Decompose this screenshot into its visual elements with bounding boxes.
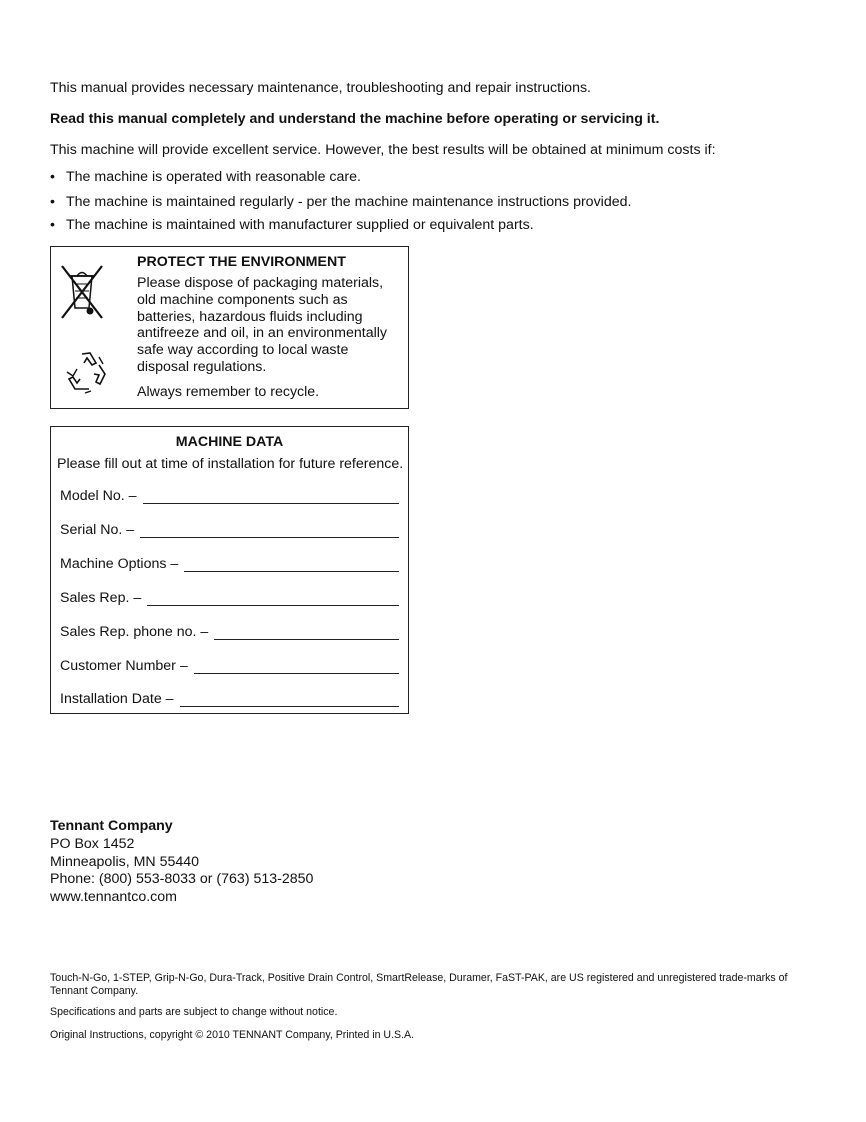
serial-no-field (60, 520, 399, 538)
field-label: Sales Rep. – (60, 590, 142, 606)
bullet-dot: • (50, 194, 55, 210)
company-phone: Phone: (800) 553-8033 or (763) 513-2850 (50, 871, 314, 888)
fill-in-line[interactable] (147, 595, 399, 606)
protect-environment-box (50, 246, 409, 409)
environment-body: Please dispose of packaging materials, old machine components such as batteries, hazardous fluids including antifreeze and oil, in an environmentally safe way according to local waste disposal regulations. (137, 275, 388, 375)
sales-rep-phone-field (60, 622, 399, 640)
recycle-icon (63, 348, 113, 396)
environment-title: PROTECT THE ENVIRONMENT (137, 254, 346, 270)
intro-warning-bold: Read this manual completely and understand the machine before operating or servicing it. (50, 111, 660, 127)
bullet-text: The machine is maintained with manufacturer supplied or equivalent parts. (66, 217, 534, 233)
field-label: Serial No. – (60, 522, 135, 538)
bullet-dot: • (50, 217, 55, 233)
company-website[interactable]: www.tennantco.com (50, 889, 177, 906)
bullet-item (50, 194, 631, 210)
machine-options-field (60, 554, 399, 572)
fill-in-line[interactable] (180, 696, 399, 707)
model-no-field (60, 486, 399, 504)
field-label: Customer Number – (60, 658, 188, 674)
trademark-notice: Touch-N-Go, 1-STEP, Grip-N-Go, Dura-Track, Positive Drain Control, SmartRelease, Duramer, FaST-PAK, are US registered and unregistered trade-marks of Tennant Company. (50, 972, 788, 997)
field-label: Model No. – (60, 488, 137, 504)
bullet-item (50, 217, 534, 233)
fill-in-line[interactable] (143, 493, 400, 504)
company-city: Minneapolis, MN 55440 (50, 853, 200, 870)
bullet-text: The machine is maintained regularly - per the machine maintenance instructions provided. (66, 194, 632, 210)
fill-in-line[interactable] (214, 629, 399, 640)
field-label: Machine Options – (60, 556, 179, 572)
crossed-bin-icon (60, 264, 104, 324)
machine-data-box (50, 426, 409, 714)
company-address-block (50, 818, 313, 907)
sales-rep-field (60, 588, 399, 606)
machine-data-subtitle: Please fill out at time of installation for future reference. (57, 456, 404, 472)
bullet-dot: • (50, 169, 55, 185)
fill-in-line[interactable] (194, 663, 399, 674)
field-label: Sales Rep. phone no. – (60, 624, 209, 640)
intro-line-3: This machine will provide excellent service. However, the best results will be obtained at minimum costs if: (50, 142, 716, 158)
fill-in-line[interactable] (184, 561, 399, 572)
machine-data-title: MACHINE DATA (175, 434, 284, 450)
copyright-notice: Original Instructions, copyright © 2010 TENNANT Company, Printed in U.S.A. (50, 1029, 415, 1041)
specs-notice: Specifications and parts are subject to change without notice. (50, 1006, 338, 1018)
environment-recycle-text: Always remember to recycle. (137, 384, 320, 400)
bullet-item (50, 169, 361, 185)
company-name: Tennant Company (50, 818, 173, 834)
customer-number-field (60, 656, 399, 674)
bullet-text: The machine is operated with reasonable care. (66, 169, 361, 185)
company-po-box: PO Box 1452 (50, 835, 135, 852)
field-label: Installation Date – (60, 691, 174, 707)
fill-in-line[interactable] (140, 527, 399, 538)
installation-date-field (60, 689, 399, 707)
intro-line-1: This manual provides necessary maintenance, troubleshooting and repair instructions. (50, 80, 591, 96)
